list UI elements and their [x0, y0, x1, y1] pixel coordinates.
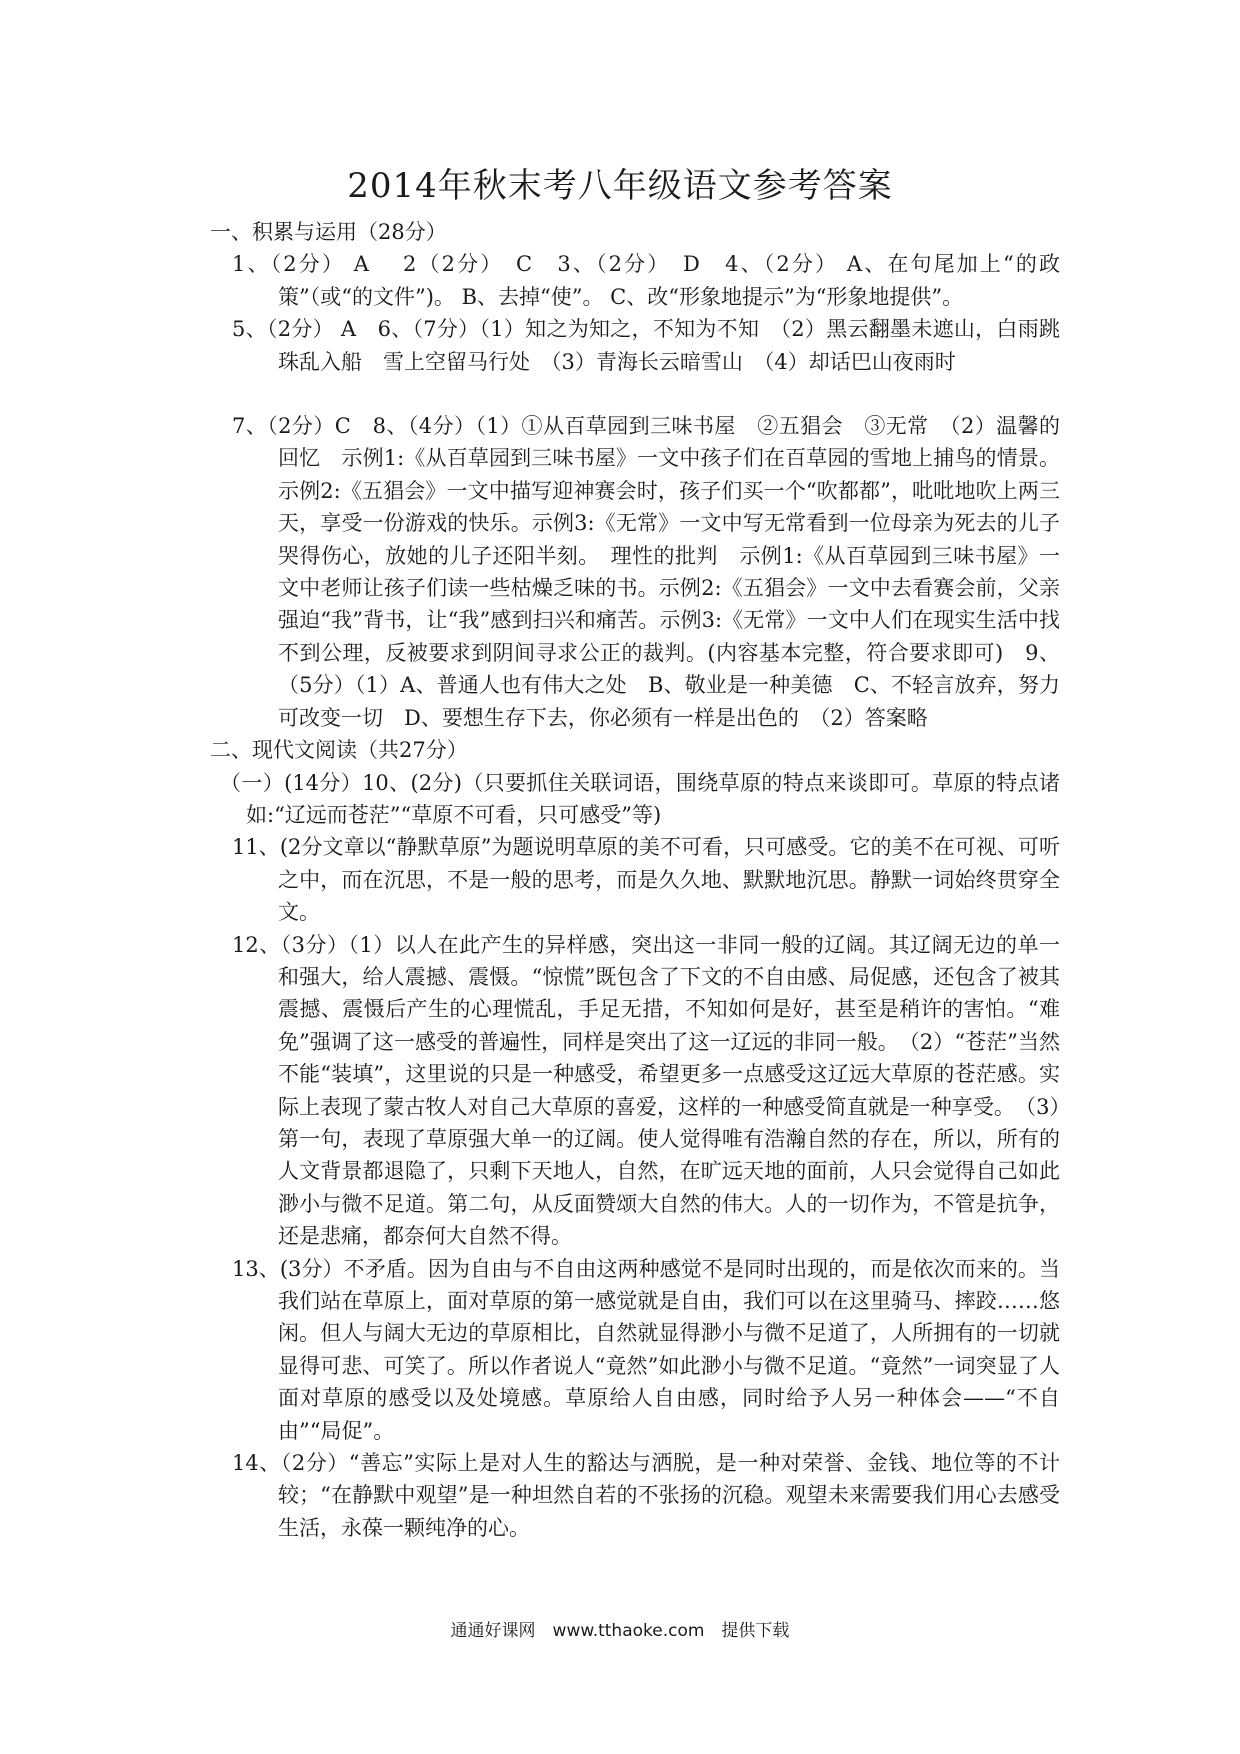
section-1-heading: 一、积累与运用（28分）	[210, 220, 447, 244]
answer-item-7-9: 7、（2分）C 8、（4分）（1）①从百草园到三味书屋 ②五猖会 ③无常 （2）温馨的回忆 示例1:《从百草园到三味书屋》一文中孩子们在百草园的雪地上捕鸟的情景。示例2:《五猖会》一文中描写迎神赛会时，孩子们买一个“吹都都”，吡吡地吹上两三天，享受一份游戏的快乐。示例3:《无常》一文中写无常看到一位母亲为死去的儿子哭得伤心，放她的儿子还阳半刻。 理性的批判 示例1:《从百草园到三味书屋》一文中老师让孩子们读一些枯燥乏味的书。示例2:《五猖会》一文中去看赛会前，父亲强迫“我”背书，让“我”感到扫兴和痛苦。示例3:《无常》一文中人们在现实生活中找不到公理，反被要求到阴间寻求公正的裁判。(内容基本完整，符合要求即可) 9、（5分）（1）A、普通人也有伟大之处 B、敬业是一种美德 C、不轻言放弃，努力可改变一切 D、要想生存下去，你必须有一样是出色的 （2）答案略	[232, 414, 1060, 730]
answer-item-11: 11、(2分文章以“静默草原”为题说明草原的美不可看，只可感受。它的美不在可视、可听之中，而在沉思，不是一般的思考，而是久久地、默默地沉思。静默一词始终贯穿全文。	[232, 835, 1060, 925]
answer-item-1-4: 1、（2分） A 2（2分） C 3、（2分） D 4、（2分） A、在句尾加上“的政策”（或“的文件”)。 B、去掉“使”。 C、改“形象地提示”为“形象地提供”。	[232, 252, 1060, 309]
answer-item-5-6: 5、（2分） A 6、（7分）（1）知之为知之，不知为不知 （2）黑云翻墨未遮山，白雨跳珠乱入船 雪上空留马行处 （3）青海长云暗雪山 （4）却话巴山夜雨时	[232, 317, 1060, 374]
answer-part-1-item-10: （一）(14分）10、(2分)（只要抓住关联词语，围绕草原的特点来谈即可。草原的特点诸如:“辽远而苍茫”“草原不可看，只可感受”等)	[220, 770, 1060, 827]
page-title: 2014年秋末考八年级语文参考答案	[347, 166, 893, 206]
answer-content	[210, 216, 1060, 1544]
answer-item-12: 12、（3分）（1）以人在此产生的异样感，突出这一非同一般的辽阔。其辽阔无边的单一和强大，给人震撼、震慑。“惊慌”既包含了下文的不自由感、局促感，还包含了被其震撼、震慑后产生的心理慌乱，手足无措，不知如何是好，甚至是稍许的害怕。“难免”强调了这一感受的普遍性，同样是突出了这一辽远的非同一般。 （2）“苍茫”当然不能“装填”，这里说的只是一种感受，希望更多一点感受这辽远大草原的苍茫感。实际上表现了蒙古牧人对自己大草原的喜爱，这样的一种感受简直就是一种享受。 （3）第一句，表现了草原强大单一的辽阔。使人觉得唯有浩瀚自然的存在，所以，所有的人文背景都退隐了，只剩下天地人，自然，在旷远天地的面前，人只会觉得自己如此渺小与微不足道。第二句，从反面赞颂大自然的伟大。人的一切作为，不管是抗争，还是悲痛，都奈何大自然不得。	[232, 932, 1060, 1249]
answer-item-14: 14、（2分）“善忘”实际上是对人生的豁达与洒脱，是一种对荣誉、金钱、地位等的不计较；“在静默中观望”是一种坦然自若的不张扬的沉稳。观望未来需要我们用心去感受生活，永葆一颗纯净的心。	[232, 1451, 1060, 1540]
page-footer: 通通好课网 www.tthaoke.com 提供下载	[450, 1621, 790, 1641]
answer-item-13: 13、(3分）不矛盾。因为自由与不自由这两种感觉不是同时出现的，而是依次而来的。当我们站在草原上，面对草原的第一感觉就是自由，我们可以在这里骑马、摔跤……悠闲。但人与阔大无边的草原相比，自然就显得渺小与微不足道了，人所拥有的一切就显得可悲、可笑了。所以作者说人“竟然”如此渺小与微不足道。“竟然”一词突显了人面对草原的感受以及处境感。草原给人自由感，同时给予人另一种体会——“不自由”“局促”。	[232, 1256, 1060, 1443]
section-2-heading: 二、现代文阅读（共27分）	[210, 738, 468, 763]
